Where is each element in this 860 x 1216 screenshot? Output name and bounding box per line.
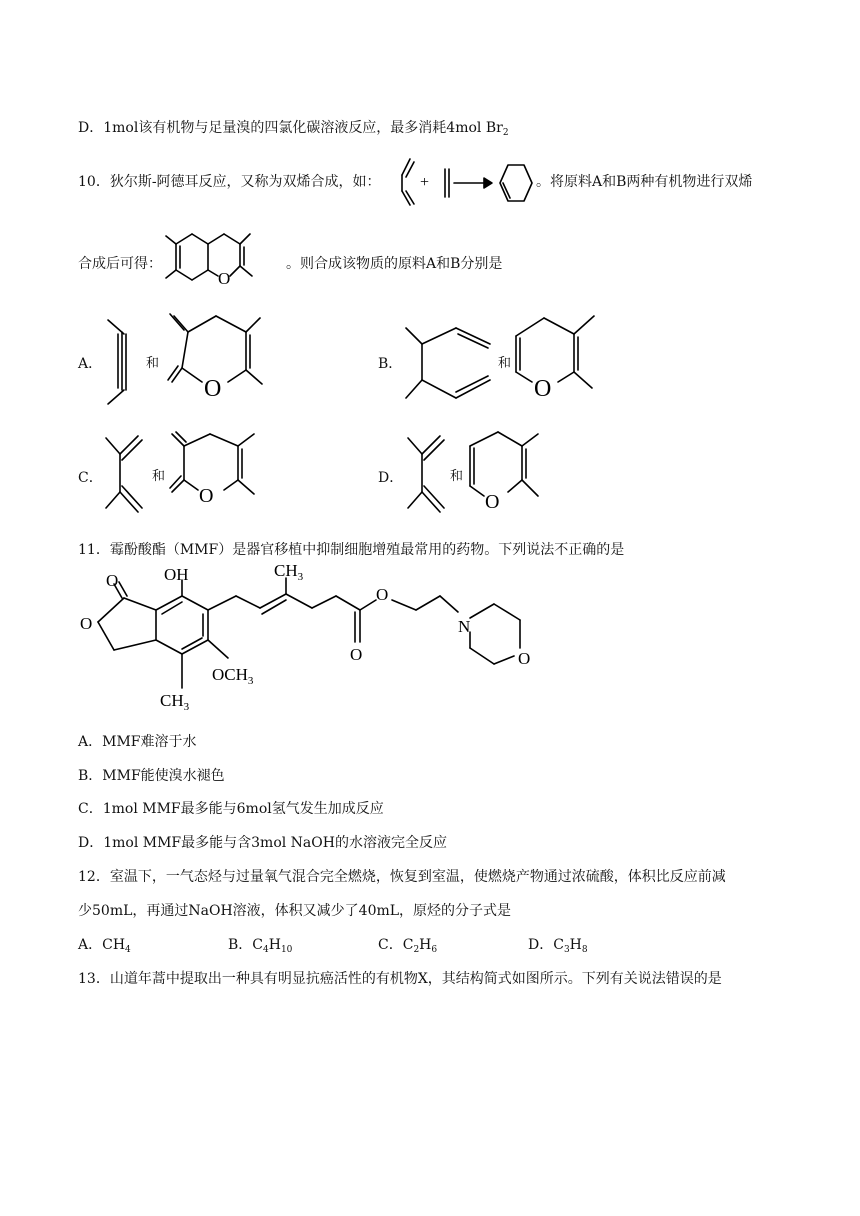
q10-option-b-diene — [400, 318, 500, 408]
q12-option-c-sub1: 2 — [413, 945, 420, 955]
oxygen-label: O — [534, 376, 552, 402]
q9-option-d — [78, 118, 509, 140]
q12-option-a-sub: 4 — [125, 945, 131, 955]
q12-option-d-text: D．C — [528, 937, 564, 953]
q10-target-product-structure — [160, 220, 290, 290]
q13-question-text: 13．山道年蒿中提取出一种具有明显抗癌活性的有机物X，其结构简式如图所示。下列有关说法错误的是 — [78, 971, 722, 987]
q10-text-part2: 。将原料A和B两种有机物进行双烯 — [536, 174, 753, 190]
ch3-top-label: $CH_3$ — [274, 561, 304, 583]
q12-option-c-text: C．C — [378, 937, 414, 953]
q10-option-d-label: D． — [378, 470, 404, 486]
q12-option-c-h: H — [419, 937, 432, 953]
q12-option-d — [528, 935, 588, 957]
q10-option-a-and: 和 — [146, 356, 160, 371]
ch3-bottom-label: $CH_3$ — [160, 691, 190, 713]
q10-option-b-dienophile — [506, 310, 606, 406]
q10-text-part1: 10．狄尔斯-阿德耳反应，又称为双烯合成，如： — [78, 174, 381, 190]
q12-option-c — [378, 935, 437, 957]
q12-option-a — [78, 935, 131, 957]
q12-option-a-text: A．CH — [78, 937, 126, 953]
q12-option-b-sub1: 4 — [263, 945, 269, 955]
q10-option-a-diene — [100, 312, 140, 412]
och3-label: $OCH_3$ — [212, 665, 254, 687]
lactone-ring-o: O — [80, 614, 93, 633]
butadiene-structure — [402, 159, 414, 205]
morpholine-o: O — [518, 649, 531, 668]
q10-option-a-label: A． — [78, 356, 103, 372]
q9-option-d-subscript: 2 — [502, 128, 509, 138]
q10-option-d-and: 和 — [450, 469, 464, 484]
q10-text-part3: 合成后可得： — [78, 256, 162, 272]
q12-option-d-sub2: 8 — [581, 945, 588, 955]
q12-question-line2: 少50mL，再通过NaOH溶液，体积又减少了40mL，原烃的分子式是 — [78, 903, 512, 919]
q10-option-b-label: B． — [378, 356, 403, 372]
q9-option-d-text: D．1mol该有机物与足量溴的四氯化碳溶液反应，最多消耗4mol Br — [78, 120, 503, 136]
q12-option-d-sub1: 3 — [563, 945, 570, 955]
ester-o: O — [376, 585, 389, 604]
oxygen-label: O — [199, 485, 214, 507]
q11-option-d: D．1mol MMF最多能与含3mol NaOH的水溶液完全反应 — [78, 835, 447, 851]
q10-option-b-and: 和 — [498, 356, 512, 371]
ethylene-structure — [445, 169, 449, 197]
oxygen-label: O — [218, 269, 231, 288]
ester-carbonyl-o: O — [350, 645, 363, 664]
q12-option-b-sub2: 10 — [280, 945, 293, 955]
reaction-arrow — [454, 178, 492, 188]
oh-label: OH — [164, 565, 189, 584]
oxygen-label: O — [204, 376, 222, 402]
lactone-carbonyl-o: O — [106, 571, 119, 590]
q12-option-d-h: H — [569, 937, 582, 953]
q12-question-line1: 12．室温下，一气态烃与过量氧气混合完全燃烧，恢复到室温，使燃烧产物通过浓硫酸，体积比反应前减 — [78, 869, 726, 885]
q12-option-c-sub2: 6 — [431, 945, 438, 955]
diels-alder-example-scheme — [396, 155, 541, 213]
mmf-structure — [78, 561, 558, 722]
q12-option-b-text: B．C — [228, 937, 263, 953]
q11-question-text: 11．霉酚酸酯（MMF）是器官移植中抑制细胞增殖最常用的药物。下列说法不正确的是 — [78, 542, 625, 558]
q10-option-a-dienophile — [160, 308, 280, 408]
q10-text-part4: 。则合成该物质的原料A和B分别是 — [286, 256, 503, 272]
q11-option-b: B．MMF能使溴水褪色 — [78, 768, 225, 784]
cyclohexene-structure — [500, 165, 532, 201]
q10-option-c-dienophile — [164, 428, 264, 514]
q10-option-c-label: C． — [78, 470, 103, 486]
q10-option-c-and: 和 — [152, 469, 166, 484]
q12-option-b — [228, 935, 292, 957]
q11-option-c: C．1mol MMF最多能与6mol氢气发生加成反应 — [78, 801, 384, 817]
q11-option-a: A．MMF难溶于水 — [78, 734, 197, 750]
q10-option-d-dienophile — [462, 424, 552, 514]
plus-sign: + — [420, 174, 430, 191]
morpholine-n: N — [458, 617, 471, 636]
q12-option-b-h: H — [268, 937, 281, 953]
oxygen-label: O — [485, 491, 500, 513]
q10-option-c-diene — [100, 430, 160, 520]
